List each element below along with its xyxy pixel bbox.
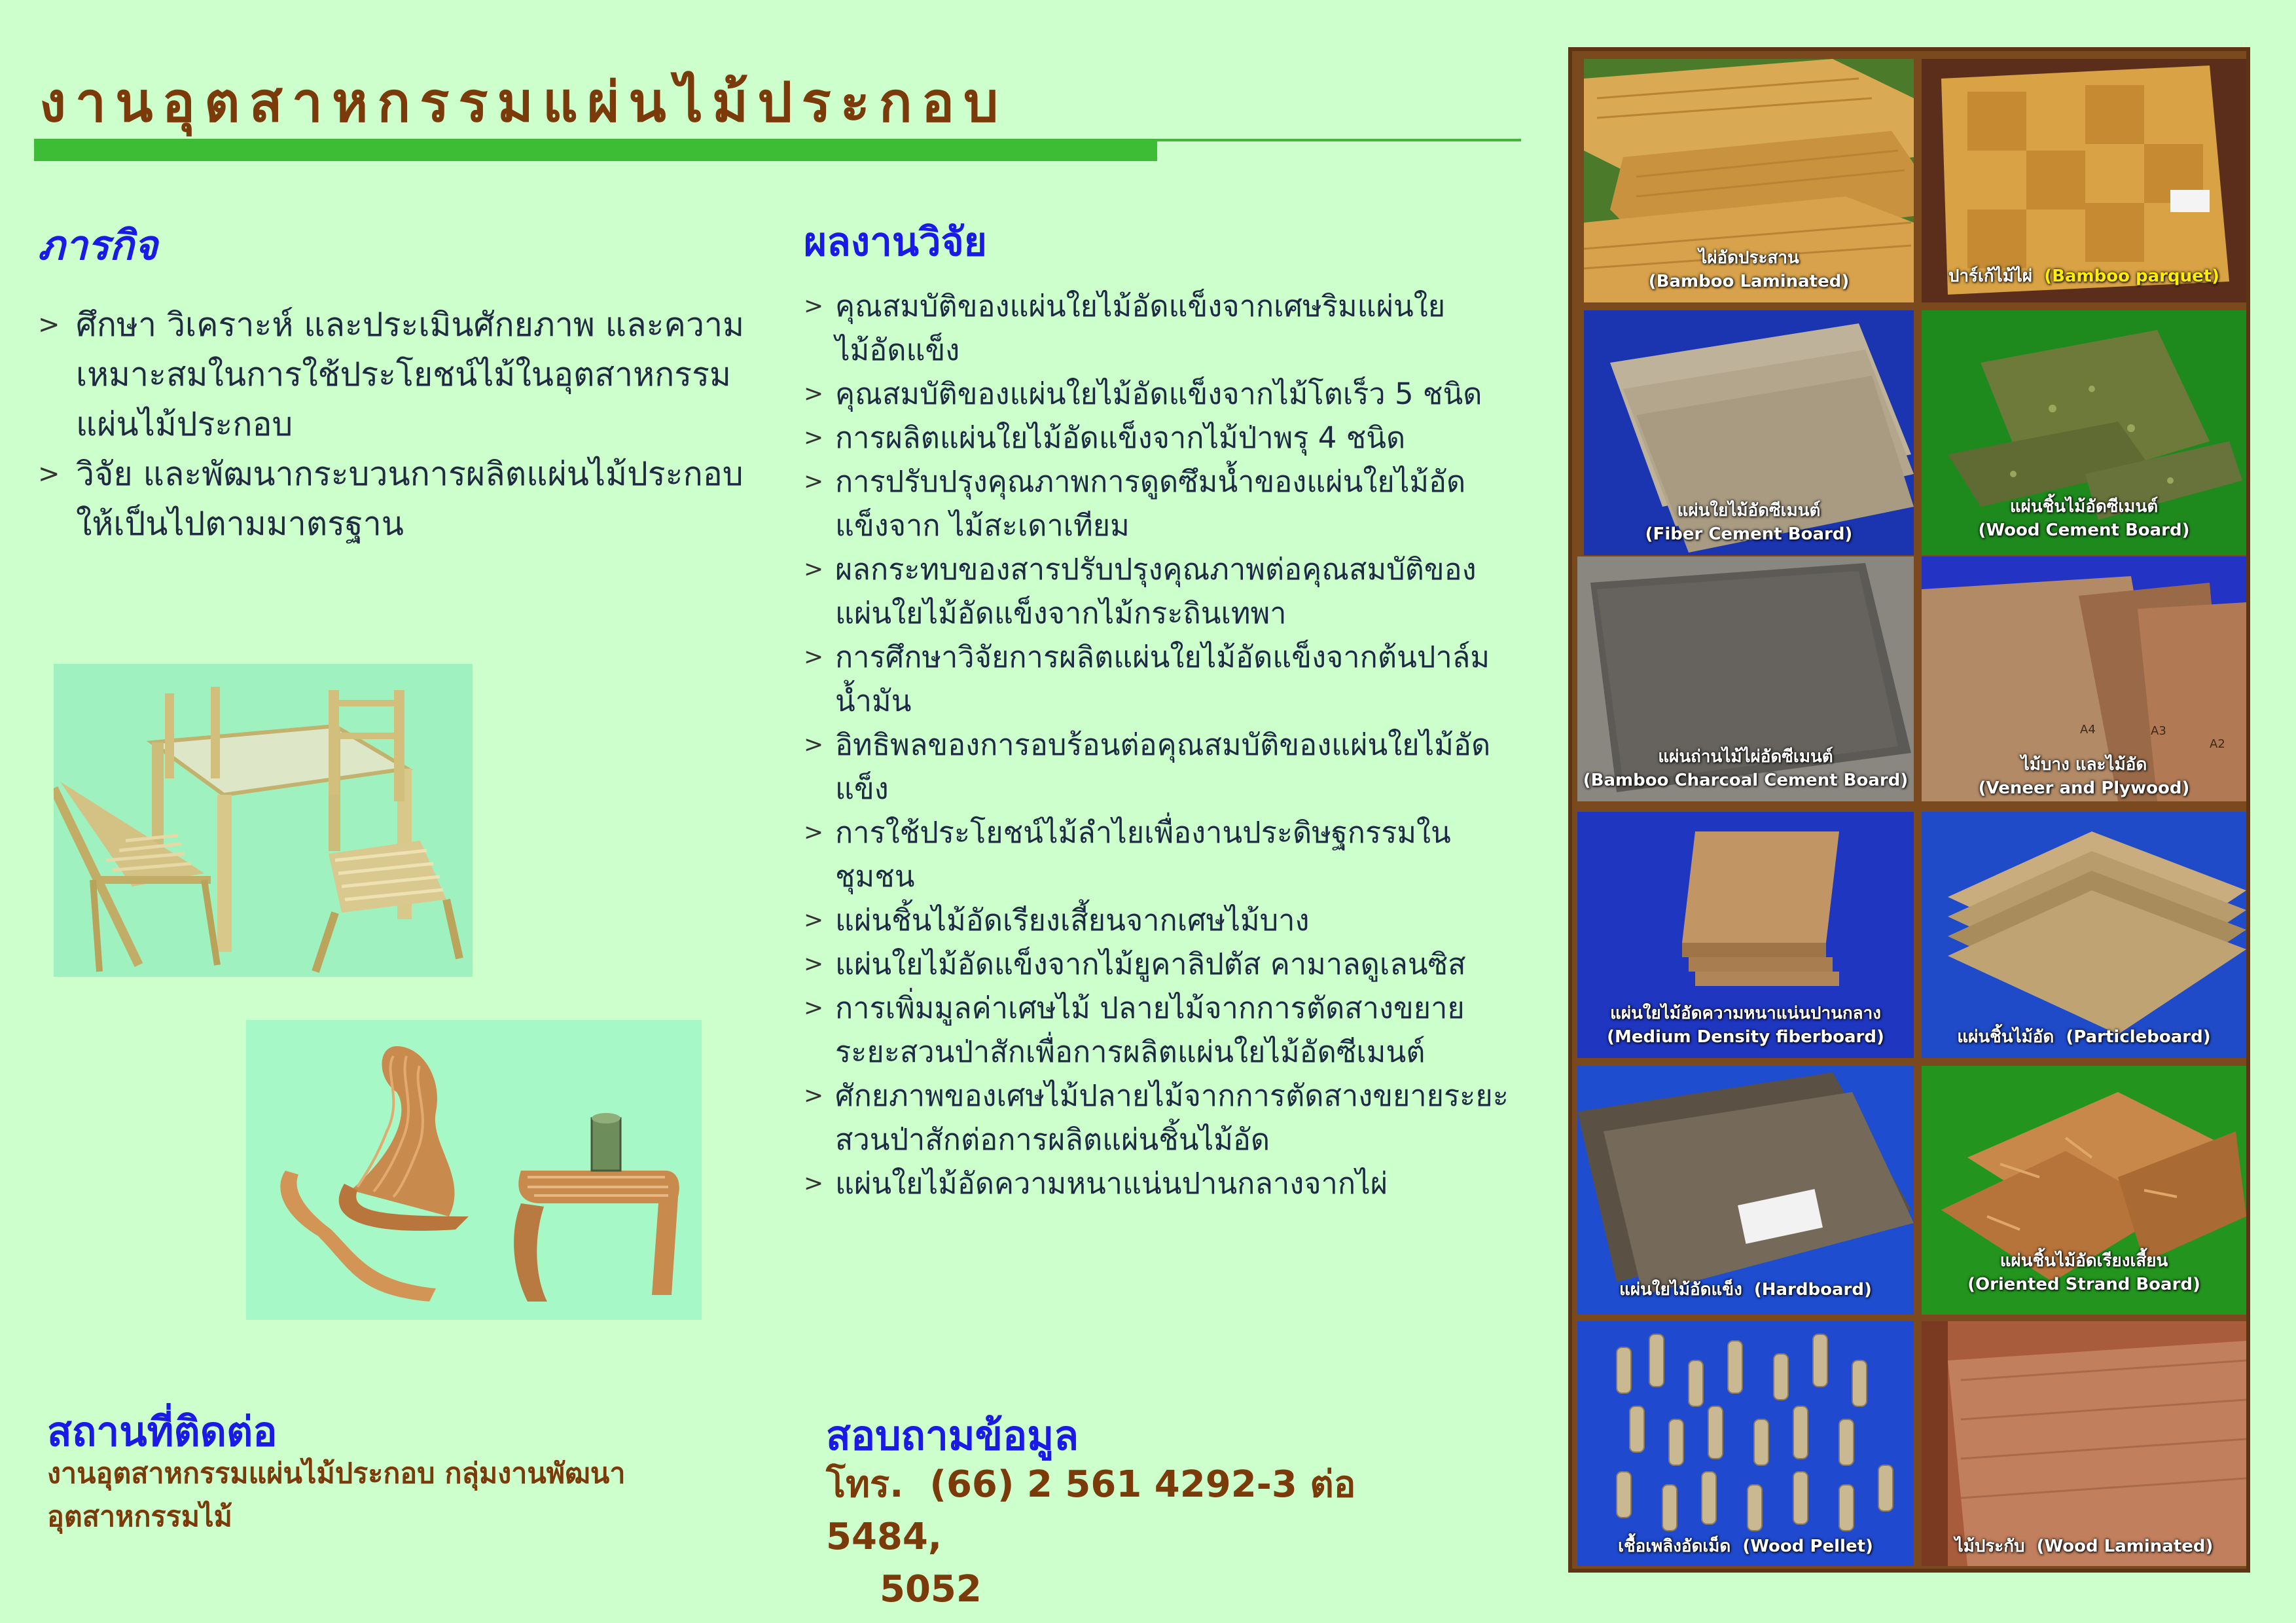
bamboo-table-illustration xyxy=(54,664,473,977)
chevron-right-icon: > xyxy=(804,731,824,758)
product-caption xyxy=(1577,745,1914,792)
particleboard-image xyxy=(1922,812,2246,1058)
product-caption-th: ไผ่อัดประสาน xyxy=(1698,248,1799,268)
list-item xyxy=(38,449,745,549)
product-caption xyxy=(1577,1002,1914,1049)
phone-line-1: (66) 2 561 4292-3 ต่อ 5484, xyxy=(826,1463,1356,1558)
research-heading: ผลงานวิจัย xyxy=(804,219,987,265)
product-caption-th: แผ่นถ่านไม้ไผ่อัดซีเมนต์ xyxy=(1658,747,1833,767)
research-item-text: คุณสมบัติของแผ่นใยไม้อัดแข็งจากไม้โตเร็ว 5 ชนิด xyxy=(835,376,1482,411)
hardboard-image xyxy=(1577,1066,1914,1315)
research-item-text: ผลกระทบของสารปรับปรุงคุณภาพต่อคุณสมบัติของแผ่นใยไม้อัดแข็งจากไม้กระถินเทพา xyxy=(835,552,1477,630)
chevron-right-icon: > xyxy=(804,1082,824,1109)
list-item xyxy=(804,547,1511,635)
label-a4: A4 xyxy=(2080,723,2096,737)
list-item xyxy=(804,460,1511,547)
product-tile-particleboard xyxy=(1922,812,2246,1058)
product-caption-en: (Bamboo parquet) xyxy=(2044,266,2220,286)
chevron-right-icon: > xyxy=(804,556,824,583)
product-caption-en: (Wood Cement Board) xyxy=(1978,520,2190,540)
research-item-text: การปรับปรุงคุณภาพการดูดซึมน้ำของแผ่นใยไม้อัดแข็งจาก ไม้สะเดาเทียม xyxy=(835,464,1466,543)
chevron-right-icon: > xyxy=(804,994,824,1021)
chevron-right-icon: > xyxy=(804,819,824,846)
list-item xyxy=(804,635,1511,723)
product-caption-th: เชื้อเพลิงอัดเม็ด xyxy=(1618,1537,1731,1556)
mission-list xyxy=(38,300,745,549)
chevron-right-icon: > xyxy=(804,907,824,934)
product-tile-fiber-cement-board xyxy=(1584,310,1914,555)
product-caption-th: แผ่นใยไม้อัดความหนาแน่นปานกลาง xyxy=(1610,1004,1881,1023)
chevron-right-icon: > xyxy=(38,310,60,340)
list-item xyxy=(804,986,1511,1074)
label-a3: A3 xyxy=(2151,724,2166,738)
list-item xyxy=(804,372,1511,416)
product-caption-en: (Particleboard) xyxy=(2066,1027,2211,1047)
research-item-text: แผ่นใยไม้อัดความหนาแน่นปานกลางจากไผ่ xyxy=(835,1166,1388,1201)
mission-item-text: ศึกษา วิเคราะห์ และประเมินศักยภาพ และความเหมาะสมในการใช้ประโยชน์ไม้ในอุตสาหกรรมแผ่นไม้ประกอบ xyxy=(76,306,745,443)
research-item-text: คุณสมบัติของแผ่นใยไม้อัดแข็งจากเศษริมแผ่นใยไม้อัดแข็ง xyxy=(835,289,1446,367)
product-caption xyxy=(1577,1535,1914,1558)
phone-label: โทร. xyxy=(826,1463,904,1506)
product-caption xyxy=(1922,1249,2246,1296)
product-tile-wood-laminated xyxy=(1922,1321,2246,1566)
bamboo-lounge-chair-illustration xyxy=(246,1020,702,1320)
phone-line-2: 5052 xyxy=(880,1568,982,1611)
list-item xyxy=(804,811,1511,898)
product-caption-th: แผ่นใยไม้อัดซีเมนต์ xyxy=(1677,501,1821,520)
product-caption-th: แผ่นชิ้นไม้อัด xyxy=(1957,1027,2054,1047)
product-caption xyxy=(1922,1025,2246,1049)
inquiry-heading: สอบถามข้อมูล xyxy=(826,1412,1079,1459)
research-item-text: แผ่นใยไม้อัดแข็งจากไม้ยูคาลิปตัส คามาลดูเลนซิส xyxy=(835,947,1466,981)
product-caption xyxy=(1922,264,2246,288)
wood-laminated-image xyxy=(1922,1321,2246,1566)
research-item-text: ศักยภาพของเศษไม้ปลายไม้จากการตัดสางขยายระยะสวนป่าสักต่อการผลิตแผ่นชิ้นไม้อัด xyxy=(835,1078,1509,1157)
product-caption xyxy=(1577,1278,1914,1302)
product-caption-th: ปาร์เก้ไม้ไผ่ xyxy=(1948,266,2033,286)
product-photo-panel xyxy=(1568,47,2250,1573)
product-tile-osb xyxy=(1922,1066,2246,1315)
chevron-right-icon: > xyxy=(804,1170,824,1197)
list-item xyxy=(804,898,1511,942)
research-item-text: การเพิ่มมูลค่าเศษไม้ ปลายไม้จากการตัดสางขยายระยะสวนป่าสักเพื่อการผลิตแผ่นใยไม้อัดซีเมนต์ xyxy=(835,991,1465,1069)
chevron-right-icon: > xyxy=(804,293,824,319)
list-item xyxy=(804,416,1511,460)
research-item-text: การศึกษาวิจัยการผลิตแผ่นใยไม้อัดแข็งจากต้นปาล์มน้ำมัน xyxy=(835,640,1490,718)
product-caption-th: แผ่นใยไม้อัดแข็ง xyxy=(1619,1280,1742,1300)
chevron-right-icon: > xyxy=(804,644,824,670)
chevron-right-icon: > xyxy=(804,424,824,451)
bamboo-table-set-photo xyxy=(54,664,473,977)
product-caption xyxy=(1584,499,1914,546)
product-caption-en: (Bamboo Laminated) xyxy=(1648,272,1850,291)
product-caption-en: (Hardboard) xyxy=(1753,1280,1872,1300)
list-item xyxy=(804,1074,1511,1161)
list-item xyxy=(804,284,1511,372)
research-item-text: การผลิตแผ่นใยไม้อัดแข็งจากไม้ป่าพรุ 4 ชนิด xyxy=(835,420,1406,455)
list-item xyxy=(804,1161,1511,1205)
contact-heading: สถานที่ติดต่อ xyxy=(47,1408,278,1455)
research-item-text: แผ่นชิ้นไม้อัดเรียงเสี้ยนจากเศษไม้บาง xyxy=(835,903,1310,938)
product-tile-wood-cement-board xyxy=(1922,310,2246,555)
product-tile-bamboo-parquet xyxy=(1922,59,2246,302)
chevron-right-icon: > xyxy=(38,459,60,489)
product-caption xyxy=(1922,1535,2246,1558)
list-item xyxy=(804,942,1511,986)
product-caption xyxy=(1584,246,1914,293)
product-caption xyxy=(1922,495,2246,542)
product-caption-th: ไม้บาง และไม้อัด xyxy=(2020,755,2147,775)
product-caption-en: (Oriented Strand Board) xyxy=(1967,1275,2200,1294)
product-tile-mdf xyxy=(1577,812,1914,1058)
mission-item-text: วิจัย และพัฒนากระบวนการผลิตแผ่นไม้ประกอบให้เป็นไปตามมาตรฐาน xyxy=(76,455,744,543)
product-tile-bamboo-charcoal-cement-board xyxy=(1577,556,1914,801)
product-caption-en: (Wood Pellet) xyxy=(1742,1537,1873,1556)
product-caption-en: (Wood Laminated) xyxy=(2036,1537,2214,1556)
product-caption-en: (Bamboo Charcoal Cement Board) xyxy=(1583,771,1909,790)
product-caption-en: (Fiber Cement Board) xyxy=(1645,524,1853,544)
title-rule-bar xyxy=(34,140,1157,161)
list-item xyxy=(38,300,745,449)
chevron-right-icon: > xyxy=(804,468,824,495)
page-title: งานอุตสาหกรรมแผ่นไม้ประกอบ xyxy=(39,70,1008,134)
chevron-right-icon: > xyxy=(804,951,824,977)
product-caption-th: แผ่นชิ้นไม้อัดเรียงเสี้ยน xyxy=(2000,1251,2168,1271)
product-caption-th: แผ่นชิ้นไม้อัดซีเมนต์ xyxy=(2009,497,2159,517)
product-tile-wood-pellet xyxy=(1577,1321,1914,1566)
research-item-text: อิทธิพลของการอบร้อนต่อคุณสมบัติของแผ่นใยไม้อัดแข็ง xyxy=(835,727,1491,806)
phone-number xyxy=(826,1459,1480,1616)
research-item-text: การใช้ประโยชน์ไม้ลำไยเพื่องานประดิษฐกรรมในชุมชน xyxy=(835,815,1451,894)
wood-pellet-image xyxy=(1577,1321,1914,1566)
chevron-right-icon: > xyxy=(804,380,824,407)
product-tile-bamboo-laminated xyxy=(1584,59,1914,302)
product-caption-en: (Veneer and Plywood) xyxy=(1978,778,2190,798)
mission-heading: ภารกิจ xyxy=(38,221,158,269)
product-caption xyxy=(1922,753,2246,800)
bamboo-lounge-chair-photo xyxy=(246,1020,702,1320)
list-item xyxy=(804,723,1511,811)
product-caption-th: ไม้ประกับ xyxy=(1954,1537,2025,1556)
product-tile-veneer-plywood xyxy=(1922,556,2246,801)
product-caption-en: (Medium Density fiberboard) xyxy=(1607,1027,1884,1047)
label-a2: A2 xyxy=(2210,737,2225,751)
contact-address: งานอุตสาหกรรมแผ่นไม้ประกอบ กลุ่มงานพัฒนาอุตสาหกรรมไม้ xyxy=(47,1457,626,1533)
product-tile-hardboard xyxy=(1577,1066,1914,1315)
research-list xyxy=(804,284,1511,1205)
